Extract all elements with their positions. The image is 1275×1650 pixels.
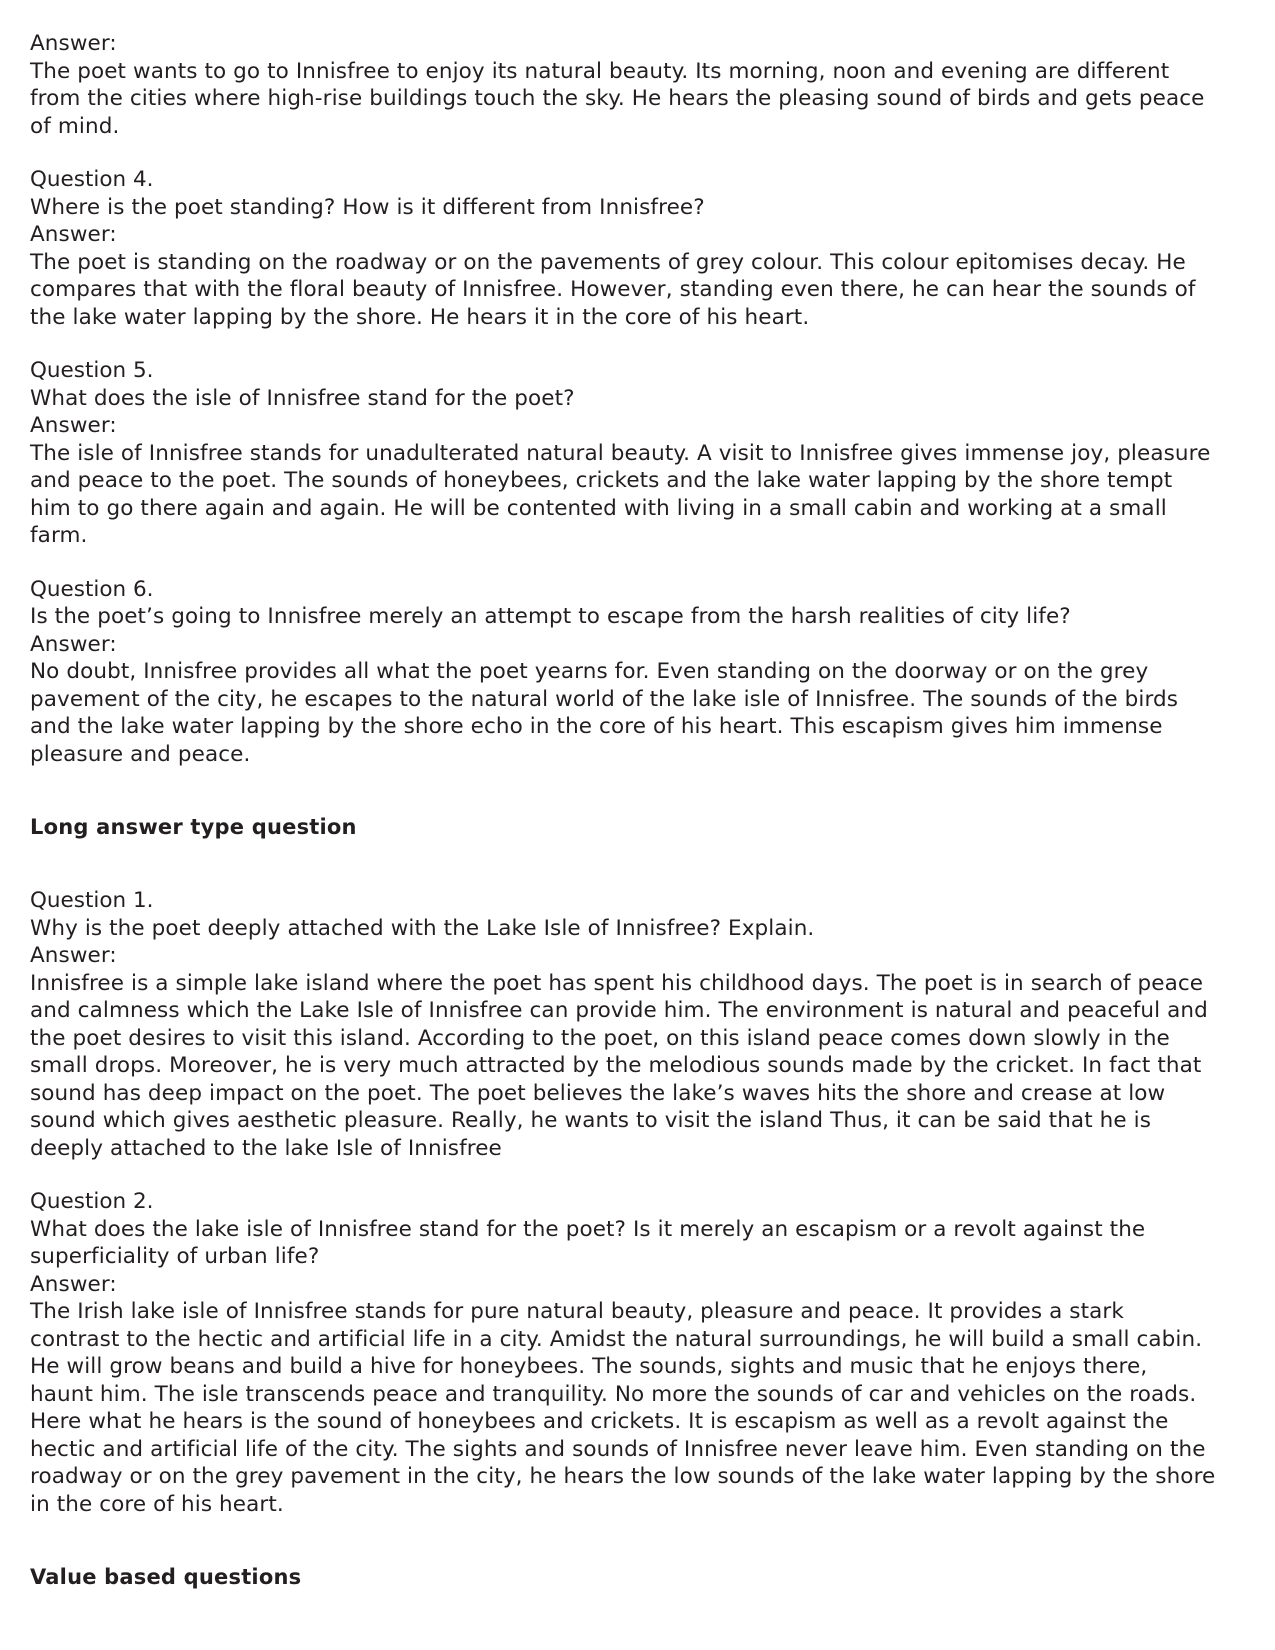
qa-block [30, 887, 1217, 1162]
question-number: Question 5. [30, 358, 154, 383]
answer-label: Answer: [30, 222, 117, 247]
section-spacer [30, 794, 1217, 814]
heading-text: Value based questions [30, 1565, 302, 1589]
answer-text: The Irish lake isle of Innisfree stands for pure natural beauty, pleasure and peace. It provides a stark contrast to the hectic and artificial life in a city. Amidst the natural surroundings, he will build a small cabin. He will grow beans and build a hive for honeybees. The sounds, sights and music that he enjoys there, haunt him. The isle transcends peace and tranquility. No more the sounds of car and vehicles on the roads. Here what he hears is the sound of honeybees and crickets. It is escapism as well as a revolt against the hectic and artificial life of the city. The sights and sounds of Innisfree never leave him. Even standing on the roadway or on the grey pavement in the city, he hears the low sounds of the lake water lapping by the shore in the core of his heart. [30, 1299, 1216, 1517]
answer-label: Answer: [30, 1271, 117, 1297]
question-number: Question 4. [30, 167, 154, 192]
section-heading-value-based [30, 1564, 1217, 1591]
answer-text: The isle of Innisfree stands for unadulterated natural beauty. A visit to Innisfree gives immense joy, pleasure and peace to the poet. The sounds of honeybees, crickets and the lake water lapping by the shore tempt him to go there again and again. He will be contented with living in a small cabin and working at a small farm. [30, 440, 1211, 548]
question-text: Why is the poet deeply attached with the Lake Isle of Innisfree? Explain. [30, 915, 815, 941]
question-text: What does the lake isle of Innisfree stand for the poet? Is it merely an escapism or a revolt against the superficiality of urban life? [30, 1216, 1146, 1269]
question-number: Question 6. [30, 576, 154, 602]
answer-label: Answer: [30, 413, 117, 438]
answer-text: Innisfree is a simple lake island where the poet has spent his childhood days. The poet is in search of peace and calmness which the Lake Isle of Innisfree can provide him. The environment is natural and peaceful and the poet desires to visit this island. According to the poet, on this island peace comes down slowly in the small drops. Moreover, he is very much attracted by the melodious sounds made by the cricket. In fact that sound has deep impact on the poet. The poet believes the lake’s waves hits the shore and crease at low sound which gives aesthetic pleasure. Really, he wants to visit the island Thus, it can be said that he is deeply attached to the lake Isle of Innisfree [30, 970, 1208, 1161]
answer-text: No doubt, Innisfree provides all what the poet yearns for. Even standing on the doorway or on the grey pavement of the city, he escapes to the natural world of the lake isle of Innisfree. The sounds of the birds and the lake water lapping by the shore echo in the core of his heart. This escapism gives him immense pleasure and peace. [30, 659, 1179, 767]
answer-label: Answer: [30, 31, 117, 56]
question-number: Question 1. [30, 888, 154, 913]
question-text: Is the poet’s going to Innisfree merely an attempt to escape from the harsh realities of city life? [30, 604, 1071, 629]
answer-label: Answer: [30, 631, 117, 657]
qa-block [30, 30, 1217, 140]
section-heading-long-answer [30, 814, 1217, 841]
question-text: Where is the poet standing? How is it different from Innisfree? [30, 194, 705, 220]
qa-block [30, 357, 1217, 550]
section-spacer [30, 1544, 1217, 1564]
answer-text: The poet wants to go to Innisfree to enjoy its natural beauty. Its morning, noon and evening are different from the cities where high-rise buildings touch the sky. He hears the pleasing sound of birds and gets peace of mind. [30, 58, 1205, 139]
answer-label: Answer: [30, 943, 117, 968]
question-number: Question 2. [30, 1189, 154, 1214]
qa-block [30, 576, 1217, 769]
section-spacer [30, 867, 1217, 887]
answer-text: The poet is standing on the roadway or on the pavements of grey colour. This colour epitomises decay. He compares that with the floral beauty of Innisfree. However, standing even there, he can hear the sounds of the lake water lapping by the shore. He hears it in the core of his heart. [30, 249, 1196, 330]
qa-block [30, 166, 1217, 331]
question-text: What does the isle of Innisfree stand for the poet? [30, 385, 575, 411]
heading-text: Long answer type question [30, 815, 357, 839]
qa-block [30, 1188, 1217, 1518]
